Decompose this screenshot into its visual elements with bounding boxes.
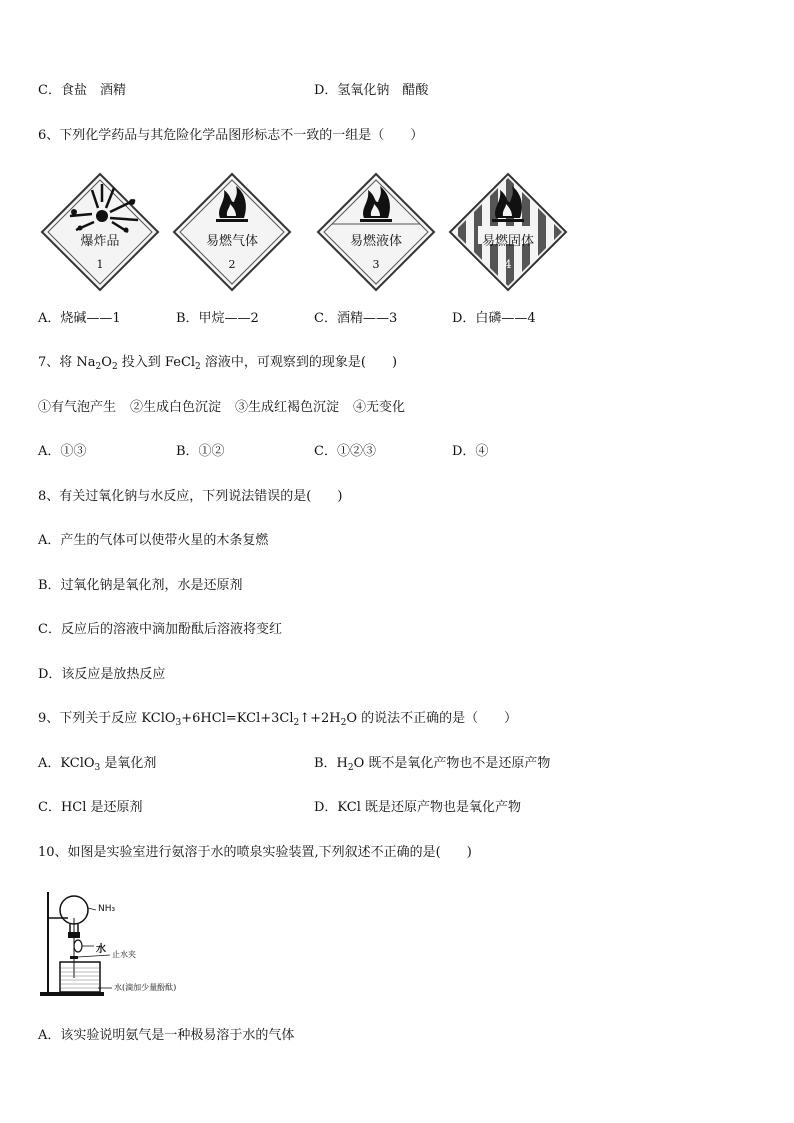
q8-option-b: B．过氧化钠是氧化剂，水是还原剂: [38, 578, 243, 593]
hazard-number-3: 3: [372, 258, 380, 271]
q7-option-d: D．④: [452, 444, 489, 459]
q9-option-d: D．KCl 既是还原产物也是氧化产物: [314, 800, 522, 815]
hazard-number-4: 4: [504, 258, 512, 271]
q7-stem: 7、将 $Na_2O_2$ 投入到 FeCl$_2$ 溶液中，可观察到的现象是( ): [38, 355, 398, 372]
q9-option-b: B．$H_2O$ 既不是氧化产物也不是还原产物: [314, 756, 551, 773]
q8-option-a: A．产生的气体可以使带火星的木条复燃: [38, 533, 269, 548]
phenomenon-4: ④无变化: [353, 400, 406, 415]
fountain-apparatus-figure: [38, 888, 238, 1000]
q6-option-b: B．甲烷——2: [176, 311, 259, 326]
hazard-number-2: 2: [228, 258, 236, 271]
q9-option-c: C．HCl 是还原剂: [38, 800, 143, 815]
q8-option-d: D．该反应是放热反应: [38, 667, 166, 682]
hazard-label-3: 易燃液体: [349, 234, 402, 249]
q8-option-c: C．反应后的溶液中滴加酚酞后溶液将变红: [38, 622, 282, 637]
q6-option-c: C．酒精——3: [314, 311, 398, 326]
hazard-sign-flammable-gas: [172, 172, 292, 292]
label-nh3: NH₃: [98, 904, 116, 914]
q9-stem: 9、下列关于反应 $KClO_3+6HCl=KCl+3Cl_2↑+2H_2O$ 的说法不正确的是（ ）: [38, 711, 518, 728]
hazard-label-1: 爆炸品: [80, 234, 120, 249]
q6-stem: 6、下列化学药品与其危险化学品图形标志不一致的一组是（ ）: [38, 128, 424, 143]
q7-option-c: C．①②③: [314, 444, 376, 459]
hazard-sign-explosive: [40, 172, 160, 292]
q10-stem: 10、如图是实验室进行氨溶于水的喷泉实验装置,下列叙述不正确的是( ): [38, 845, 472, 860]
q5-option-c: C．食盐 酒精: [38, 83, 126, 98]
phenomenon-2: ②生成白色沉淀: [130, 400, 222, 415]
q7-phenomena: [38, 399, 405, 417]
q6-option-a: A．烧碱——1: [38, 311, 121, 326]
hazard-sign-flammable-solid: [448, 172, 568, 292]
hazard-label-2: 易燃气体: [205, 234, 258, 249]
label-clamp: 止水夹: [112, 950, 136, 959]
q9-option-a: A．KClO$_3$ 是氧化剂: [38, 756, 157, 773]
q7-option-b: B．①②: [176, 444, 225, 459]
q8-stem: 8、有关过氧化钠与水反应，下列说法错误的是( ): [38, 489, 343, 504]
label-beaker-water: 水(滴加少量酚酞): [114, 983, 177, 992]
label-water: 水: [96, 944, 106, 955]
hazard-number-1: 1: [96, 258, 104, 271]
hazard-sign-flammable-liquid: [316, 172, 436, 292]
q6-option-d: D．白磷——4: [452, 311, 536, 326]
phenomenon-3: ③生成红褐色沉淀: [235, 400, 340, 415]
q7-option-a: A．①③: [38, 444, 87, 459]
q5-option-d: D．氢氧化钠 醋酸: [314, 83, 429, 98]
hazard-label-4: 易燃固体: [481, 234, 534, 249]
phenomenon-1: ①有气泡产生: [38, 400, 117, 415]
q10-option-a: A．该实验说明氨气是一种极易溶于水的气体: [38, 1028, 295, 1043]
